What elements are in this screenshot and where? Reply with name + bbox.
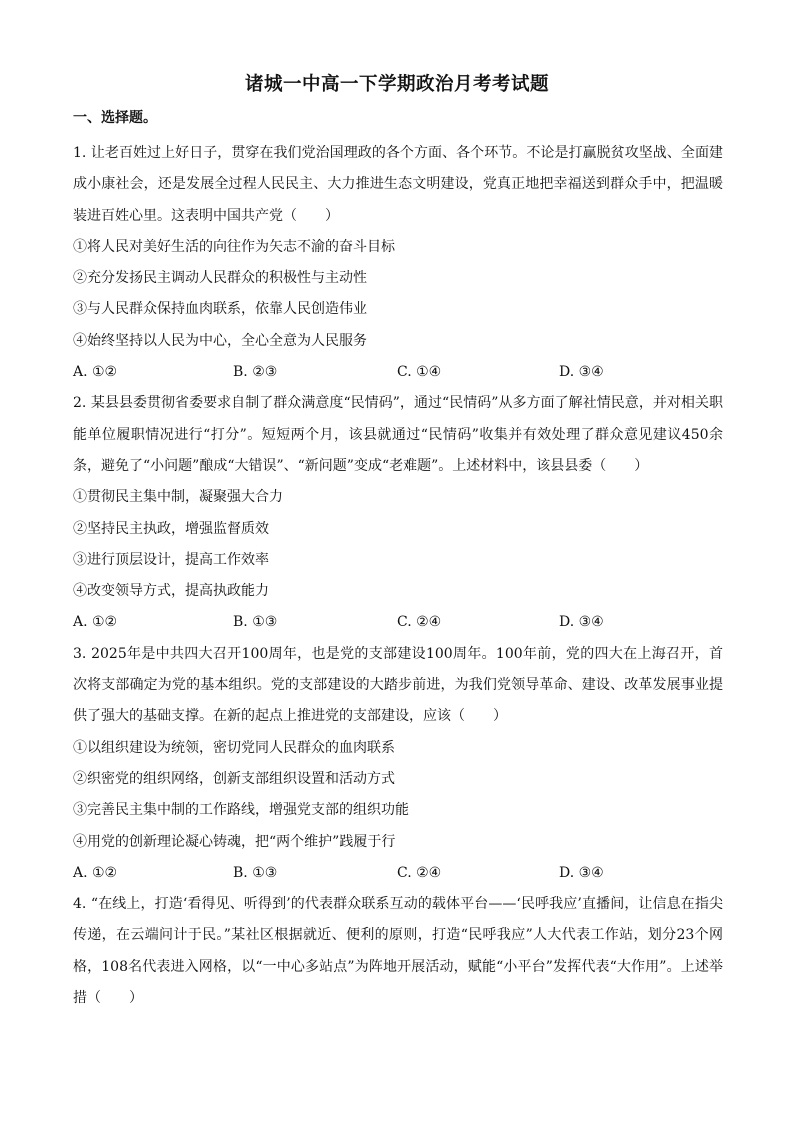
choice-a: A. ①② (73, 864, 118, 881)
section-heading: 一、选择题。 (73, 110, 157, 126)
statement-item: ②充分发扬民主调动人民群众的积极性与主动性 (73, 270, 367, 287)
statement-item: ③完善民主集中制的工作路线，增强党支部的组织功能 (73, 802, 409, 819)
answer-choices (73, 858, 723, 889)
statement-item: ④用党的创新理论凝心铸魂，把“两个维护”践履于行 (73, 833, 396, 850)
statement-item: ③与人民群众保持血肉联系，依靠人民创造伟业 (73, 301, 367, 318)
choice-a: A. ①② (73, 614, 118, 631)
statement-item: ②坚持民主执政，增强监督质效 (73, 520, 269, 537)
question-list (73, 138, 723, 1014)
choice-b: B. ①③ (233, 864, 278, 881)
question-3 (73, 639, 723, 889)
choice-d: D. ③④ (559, 364, 604, 381)
question-2 (73, 388, 723, 638)
choice-a: A. ①② (73, 364, 118, 381)
choice-b: B. ②③ (233, 364, 278, 381)
question-stem: 2. 某县县委贯彻省委要求自制了群众满意度“民情码”，通过“民情码”从多方面了解社情民意，并对相关职能单位履职情况进行“打分”。短短两个月，该县就通过“民情码”收集并有效处理了群众意见建议450余条，避免了“小问题”酿成“大错误”、“新问题”变成“老难题”。上述材料中，该县县委（ ） (73, 395, 723, 474)
answer-choices (73, 607, 723, 638)
statement-item: ①以组织建设为统领，密切党同人民群众的血肉联系 (73, 739, 395, 756)
question-stem: 1. 让老百姓过上好日子，贯穿在我们党治国理政的各个方面、各个环节。不论是打赢脱贫攻坚战、全面建成小康社会，还是发展全过程人民民主、大力推进生态文明建设，党真正地把幸福送到群众手中，把温暖装进百姓心里。这表明中国共产党（ ） (73, 145, 723, 224)
statement-item: ①将人民对美好生活的向往作为矢志不渝的奋斗目标 (73, 238, 395, 255)
choice-c: C. ②④ (397, 614, 442, 631)
statement-item: ④改变领导方式，提高执政能力 (73, 583, 269, 600)
choice-b: B. ①③ (233, 614, 278, 631)
statement-item: ③进行顶层设计，提高工作效率 (73, 551, 269, 568)
question-stem: 3. 2025年是中共四大召开100周年，也是党的支部建设100周年。100年前，党的四大在上海召开，首次将支部确定为党的基本组织。党的支部建设的大踏步前进，为我们党领导革命、建设、改革发展事业提供了强大的基础支撑。在新的起点上推进党的支部建设，应该（ ） (73, 645, 723, 725)
choice-d: D. ③④ (559, 864, 604, 881)
choice-d: D. ③④ (559, 614, 604, 631)
statement-item: ④始终坚持以人民为中心，全心全意为人民服务 (73, 332, 367, 349)
answer-choices (73, 357, 723, 388)
question-stem: 4. “在线上，打造‘看得见、听得到’的代表群众联系互动的载体平台——‘民呼我应’直播间，让信息在指尖传递，在云端问计于民。”某社区根据就近、便利的原则，打造“民呼我应”人大代表工作站，划分23个网格，108名代表进入网格，以“一中心多站点”为阵地开展活动，赋能“小平台”发挥代表“大作用”。上述举措（ ） (73, 896, 723, 1007)
document-title: 诸城一中高一下学期政治月考考试题 (244, 74, 549, 95)
choice-c: C. ②④ (397, 864, 442, 881)
choice-c: C. ①④ (397, 364, 442, 381)
statement-item: ②织密党的组织网络，创新支部组织设置和活动方式 (73, 770, 395, 787)
statement-item: ①贯彻民主集中制，凝聚强大合力 (73, 489, 283, 506)
question-4 (73, 889, 723, 1014)
question-1 (73, 138, 723, 388)
